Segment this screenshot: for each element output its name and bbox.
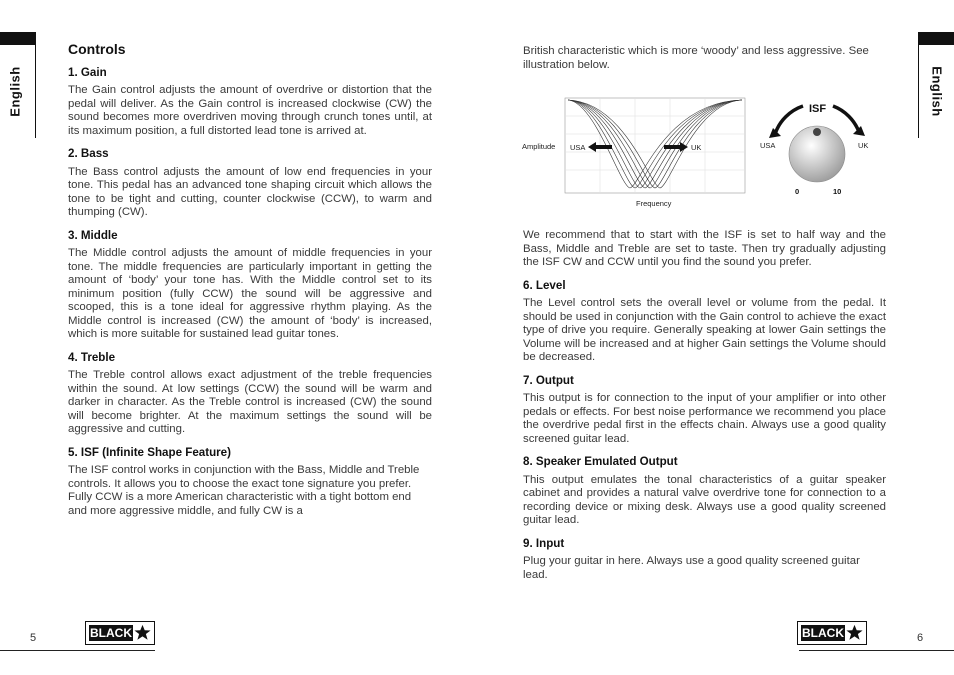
uk-label: UK xyxy=(691,143,702,152)
section-text-output: This output is for connection to the input of your amplifier or into other pedals or effects. For best noise performance we recommend you place the overdrive pedal first in the effects chain. Always use a good quality screened guitar lead. xyxy=(523,392,886,445)
section-title-gain: 1. Gain xyxy=(68,65,107,79)
usa-label: USA xyxy=(570,143,586,152)
isf-frequency-diagram xyxy=(520,96,750,211)
side-tab-left-line xyxy=(35,45,36,138)
frequency-label: Frequency xyxy=(636,199,672,208)
knob-indicator-icon xyxy=(813,128,821,136)
brand-logo-right xyxy=(797,621,867,645)
section-text-level: The Level control sets the overall level or volume from the pedal. It should be used in conjunction with the Gain control to achieve the exact type of drive you require. Generally speaking at lower Gain settings the Volume will be increased and at higher Gain settings the Volume should be decreased. xyxy=(523,297,886,363)
intro-text: British characteristic which is more ‘woody’ and less aggressive. See illustration below. xyxy=(523,45,869,71)
section-title-middle: 3. Middle xyxy=(68,228,118,242)
right-column-lower xyxy=(523,229,886,591)
ccw-arc-icon xyxy=(775,106,803,134)
page-number-left: 5 xyxy=(30,632,37,644)
isf-knob-diagram xyxy=(755,96,880,201)
section-text-speaker-emulated-output: This output emulates the tonal characteristics of a guitar speaker cabinet and provides a natural valve overdrive tone for connection to a recording device or mixing desk. Always use a good quality screened guitar lead. xyxy=(523,473,886,526)
brand-logo-left xyxy=(85,621,155,645)
footer-rule-left xyxy=(0,650,155,651)
knob-title: ISF xyxy=(809,103,827,115)
section-title-bass: 2. Bass xyxy=(68,147,109,160)
star-icon xyxy=(846,624,863,641)
section-title-treble: 4. Treble xyxy=(68,350,116,364)
section-title-input: 9. Input xyxy=(523,536,565,550)
recommend-text: We recommend that to start with the ISF is set to half way and the Bass, Middle and Treble are set to taste. Then try gradually adjusting the ISF CW and CCW until you find the sound you prefer. xyxy=(523,229,886,268)
brand-logo-text: BLACK xyxy=(90,626,132,640)
side-tab-left-label: English xyxy=(7,66,23,117)
side-tab-right-line xyxy=(918,45,919,138)
section-text-bass: The Bass control adjusts the amount of low end frequencies in your tone. This pedal has an advanced tone shaping circuit which allows the tone to be tight and cutting, counter clockwise (CCW), to warm and thumping (CW). xyxy=(68,165,432,218)
amplitude-label: Amplitude xyxy=(522,142,556,151)
knob-min-label: 0 xyxy=(795,187,800,196)
page-title: Controls xyxy=(68,41,126,57)
section-text-gain: The Gain control adjusts the amount of overdrive or distortion that the pedal will deliver. As the Gain control is increased clockwise (CW) the sound becomes more overdriven moving through crunch tones until, at its maximum position, a full distorted lead tone is arrived at. xyxy=(68,84,432,137)
star-icon xyxy=(134,624,151,641)
cw-arc-icon xyxy=(833,106,859,132)
page-number-right: 6 xyxy=(917,632,924,644)
right-column xyxy=(523,45,886,81)
section-text-isf: The ISF control works in conjunction with the Bass, Middle and Treble controls. It allows you to choose the exact tone signature you prefer. Fully CCW is a more American characteristic with a tight bottom end and more aggressive middle, and fully CW is a xyxy=(68,464,420,517)
section-title-isf: 5. ISF (Infinite Shape Feature) xyxy=(68,445,231,459)
section-text-input: Plug your guitar in here. Always use a good quality screened guitar lead. xyxy=(523,555,860,581)
knob-max-label: 10 xyxy=(833,187,842,196)
side-tab-right-label: English xyxy=(929,66,945,117)
footer-rule-right xyxy=(799,650,954,651)
brand-logo-text: BLACK xyxy=(802,626,844,640)
section-text-treble: The Treble control allows exact adjustment of the treble frequencies within the sound. At low settings (CCW) the sound will be warm and darker in character. As the Treble control is increased (CW) the sound will become brighter. At the maximum settings the sound will be aggressive and cutting. xyxy=(68,369,432,435)
knob-usa-label: USA xyxy=(760,141,776,150)
knob-uk-label: UK xyxy=(858,141,869,150)
left-column xyxy=(68,43,432,527)
section-text-middle: The Middle control adjusts the amount of middle frequencies in your tone. The middle frequencies are particularly important in getting the amount of ‘body’ your tone has. With the Middle control set to its minimum position (fully CCW) the sound will be aggressive and scooped, this is a tone ideal for aggressive rhythm playing. As the Middle control is increased (CW) the amount of ‘body’ is increased, which is more suitable for sustained lead guitar tones. xyxy=(68,247,432,340)
section-title-speaker-emulated-output: 8. Speaker Emulated Output xyxy=(523,455,678,468)
cw-arrow-head-icon xyxy=(853,126,865,136)
section-title-output: 7. Output xyxy=(523,373,574,387)
section-title-level: 6. Level xyxy=(523,278,566,292)
